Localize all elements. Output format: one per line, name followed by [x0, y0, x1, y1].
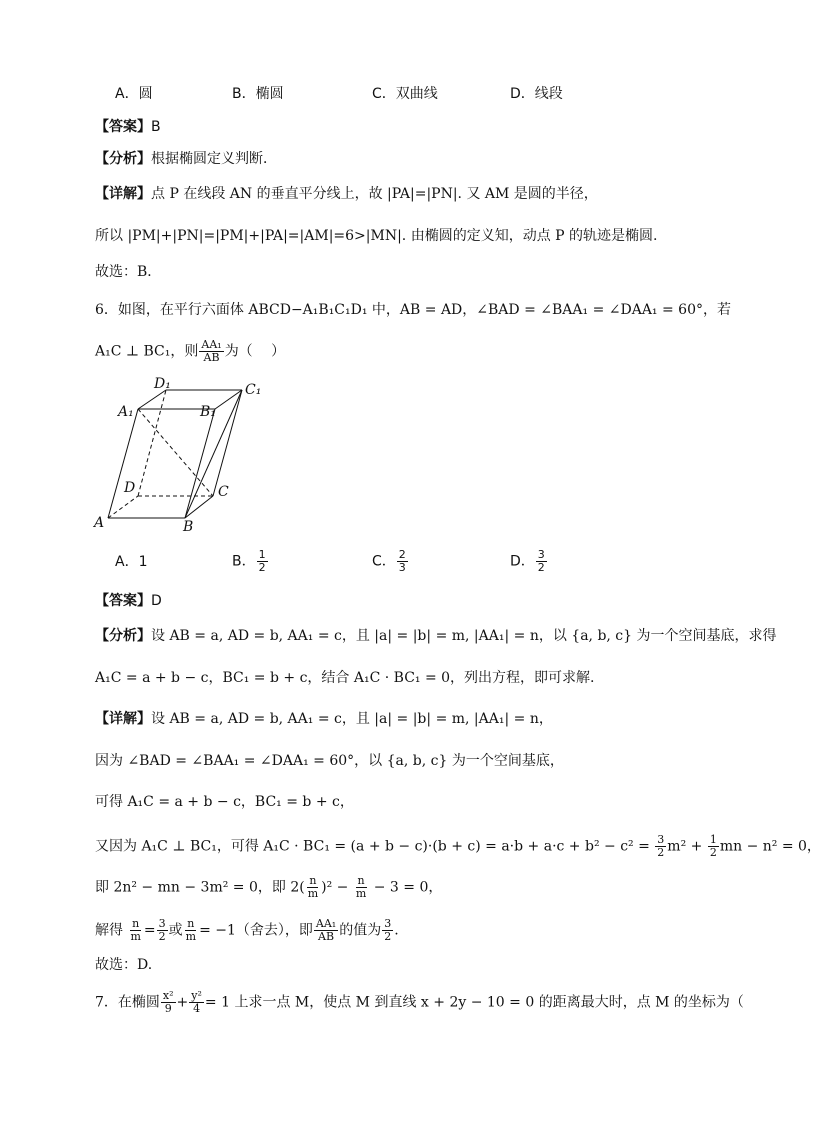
numerator: 3 [537, 548, 545, 561]
math-text: )² − [321, 879, 349, 896]
math-text: 又因为 A₁C ⊥ BC₁，可得 A₁C · BC₁ = (a + b − c)·(b + c) = a·b + a·c + b² − c² = [95, 838, 650, 855]
math-text: 的值为 [339, 922, 382, 939]
label-b1: B₁ [200, 404, 216, 420]
label-c1: C₁ [245, 382, 262, 398]
analysis-tag: 【分析】 [95, 628, 151, 644]
q6-analysis-2: A₁C = a + b − c，BC₁ = b + c，结合 A₁C · BC₁ = 0，列出方程，即可求解. [95, 670, 595, 686]
fraction [128, 918, 142, 943]
q6-detail-3: 可得 A₁C = a + b − c，BC₁ = b + c， [95, 794, 354, 810]
edge-cc1 [213, 390, 242, 496]
q6-option-c [372, 549, 409, 574]
denominator: m [130, 930, 141, 943]
analysis-text: 设 AB = a, AD = b, AA₁ = c，且 |a| = |b| = m, |AA₁| = n，以 {a, b, c} 为一个空间基底，求得 [151, 628, 777, 644]
math-text: m² + [667, 838, 703, 855]
q5-option-b: B．椭圆 [232, 86, 284, 102]
q5-detail-2: 所以 |PM|+|PN|=|PM|+|PA|=|AM|=6>|MN|. 由椭圆的定义知，动点 P 的轨迹是椭圆. [95, 228, 658, 244]
denominator: 4 [193, 1002, 201, 1015]
label-c: C [218, 484, 229, 500]
numerator: AA₁ [315, 917, 337, 930]
numerator: 1 [709, 833, 717, 846]
detail-text: 设 AB = a, AD = b, AA₁ = c，且 |a| = |b| = m, |AA₁| = n， [151, 711, 553, 727]
denominator: 2 [709, 846, 717, 859]
edge-bb1 [185, 409, 215, 518]
stem-text: = 1 上求一点 M，使点 M 到直线 x + 2y − 10 = 0 的距离最大时，点 M 的坐标为（ [204, 994, 744, 1011]
q6-detail-5 [95, 875, 442, 900]
numerator: y² [191, 989, 202, 1002]
math-text: 解得 [95, 922, 123, 939]
q6-answer [95, 591, 162, 611]
fraction [189, 990, 204, 1015]
numerator: 3 [657, 833, 665, 846]
label-a: A [94, 515, 105, 531]
q5-analysis [95, 149, 277, 169]
q6-analysis-1 [95, 626, 777, 646]
numerator: 3 [384, 917, 392, 930]
q5-option-a: A．圆 [115, 86, 153, 102]
numerator: n [187, 917, 195, 930]
stem-text: 7．在椭圆 [95, 994, 160, 1011]
fraction [314, 918, 338, 943]
parallelepiped-figure [90, 372, 280, 535]
numerator: n [132, 917, 140, 930]
label-d1: D₁ [154, 376, 171, 392]
q5-answer [95, 117, 161, 137]
q6-detail-1 [95, 709, 553, 729]
label-a1: A₁ [118, 404, 134, 420]
q6-option-a: A．1 [115, 554, 148, 570]
numerator: n [357, 874, 365, 887]
numerator: n [309, 874, 317, 887]
denominator: AB [318, 930, 335, 943]
fraction [161, 990, 176, 1015]
q6-stem-1: 6．如图，在平行六面体 ABCD−A₁B₁C₁D₁ 中，AB = AD，∠BAD = ∠BAA₁ = ∠DAA₁ = 60°，若 [95, 302, 731, 318]
q7-stem [95, 990, 744, 1015]
denominator: 2 [657, 846, 665, 859]
analysis-text: 根据椭圆定义判断． [151, 151, 277, 167]
hidden-edge-ad [108, 496, 138, 518]
numerator: 3 [158, 917, 166, 930]
analysis-tag: 【分析】 [95, 151, 151, 167]
denominator: 2 [258, 561, 266, 574]
label-b: B [183, 519, 194, 535]
fraction [708, 834, 719, 859]
q6-stem-2 [95, 339, 285, 364]
fraction [397, 549, 408, 574]
edge-bc [185, 496, 213, 518]
fraction [257, 549, 268, 574]
fraction [354, 875, 368, 900]
q6-detail-2: 因为 ∠BAD = ∠BAA₁ = ∠DAA₁ = 60°，以 {a, b, c} 为一个空间基底， [95, 753, 564, 769]
math-text: = [143, 922, 156, 939]
q6-choose: 故选：D. [95, 957, 153, 973]
fraction [306, 875, 320, 900]
fraction [199, 339, 223, 364]
denominator: m [185, 930, 197, 943]
label-d: D [124, 480, 136, 496]
math-text: mn − n² = 0， [719, 838, 821, 855]
detail-tag: 【详解】 [95, 186, 151, 202]
option-label: D． [510, 553, 535, 570]
denominator: 3 [398, 561, 406, 574]
numerator: x² [162, 989, 174, 1002]
option-label: B． [232, 553, 256, 570]
answer-tag: 【答案】 [95, 593, 151, 609]
denominator: 2 [537, 561, 545, 574]
fraction [655, 834, 666, 859]
denominator: 2 [158, 930, 166, 943]
edge-aa1 [108, 409, 138, 518]
q5-option-d: D．线段 [510, 86, 563, 102]
fraction [157, 918, 168, 943]
option-label: C． [372, 553, 396, 570]
numerator: 2 [398, 548, 406, 561]
math-text: = −1（舍去），即 [199, 922, 313, 939]
numerator: AA₁ [201, 338, 222, 351]
q6-detail-4 [95, 834, 821, 859]
fraction [536, 549, 547, 574]
numerator: 1 [258, 548, 266, 561]
denominator: AB [203, 351, 220, 364]
q6-option-b [232, 549, 269, 574]
q5-option-c: C．双曲线 [372, 86, 438, 102]
denominator: 2 [384, 930, 392, 943]
q5-detail-1 [95, 184, 598, 204]
math-text: + [176, 994, 189, 1011]
denominator: 9 [164, 1002, 172, 1015]
q6-option-d [510, 549, 548, 574]
stem-text: A₁C ⊥ BC₁，则 [95, 343, 199, 360]
answer-tag: 【答案】 [95, 119, 151, 135]
fraction [382, 918, 393, 943]
math-text: 即 2n² − mn − 3m² = 0，即 2( [95, 879, 305, 896]
denominator: m [307, 887, 319, 900]
math-text: 或 [168, 922, 183, 939]
denominator: m [355, 887, 367, 900]
answer-value: B [151, 119, 161, 135]
q6-detail-6 [95, 918, 399, 943]
math-text: . [394, 922, 399, 939]
detail-tag: 【详解】 [95, 711, 151, 727]
detail-text: 点 P 在线段 AN 的垂直平分线上，故 |PA|=|PN|. 又 AM 是圆的半径， [151, 186, 598, 202]
q5-choose: 故选：B． [95, 264, 162, 280]
fraction [184, 918, 198, 943]
answer-value: D [151, 593, 162, 609]
math-text: − 3 = 0， [373, 879, 443, 896]
stem-text: 为（ ） [224, 343, 286, 360]
